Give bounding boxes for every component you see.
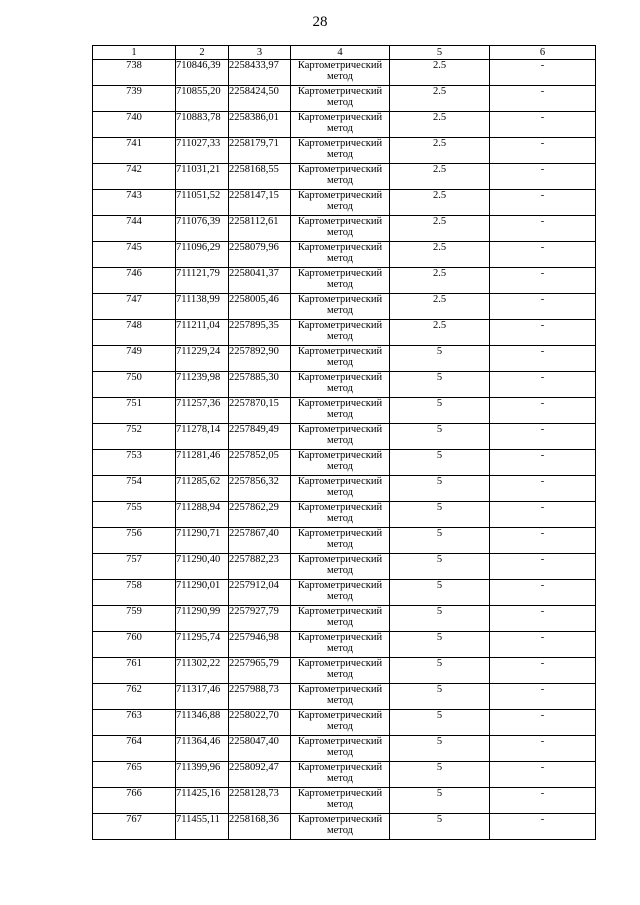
y-coordinate-cell: 2258092,47 <box>229 762 291 788</box>
method-cell <box>291 632 390 658</box>
x-coordinate-cell: 710883,78 <box>176 112 229 138</box>
point-number-cell: 745 <box>93 242 176 268</box>
description-cell: - <box>490 346 596 372</box>
accuracy-cell: 5 <box>390 762 490 788</box>
method-line-1: Картометрический <box>297 320 383 331</box>
method-cell <box>291 736 390 762</box>
method-line-1: Картометрический <box>297 502 383 513</box>
method-cell <box>291 528 390 554</box>
method-cell <box>291 112 390 138</box>
accuracy-cell: 2.5 <box>390 294 490 320</box>
x-coordinate-cell: 711076,39 <box>176 216 229 242</box>
x-coordinate-cell: 711455,11 <box>176 814 229 840</box>
header-col-2: 2 <box>176 46 229 60</box>
description-cell: - <box>490 86 596 112</box>
table-body <box>93 60 596 840</box>
description-cell: - <box>490 684 596 710</box>
method-line-1: Картометрический <box>297 372 383 383</box>
method-line-1: Картометрический <box>297 424 383 435</box>
method-line-2: метод <box>326 279 354 290</box>
method-line-2: метод <box>326 487 354 498</box>
accuracy-cell: 2.5 <box>390 242 490 268</box>
method-line-1: Картометрический <box>297 346 383 357</box>
point-number-cell: 751 <box>93 398 176 424</box>
method-cell <box>291 398 390 424</box>
method-line-2: метод <box>326 331 354 342</box>
x-coordinate-cell: 711138,99 <box>176 294 229 320</box>
table-row <box>93 450 596 476</box>
description-cell: - <box>490 450 596 476</box>
point-number-cell: 759 <box>93 606 176 632</box>
point-number-cell: 760 <box>93 632 176 658</box>
table-row <box>93 580 596 606</box>
method-cell <box>291 86 390 112</box>
y-coordinate-cell: 2258179,71 <box>229 138 291 164</box>
accuracy-cell: 2.5 <box>390 60 490 86</box>
method-line-2: метод <box>326 643 354 654</box>
y-coordinate-cell: 2258424,50 <box>229 86 291 112</box>
description-cell: - <box>490 788 596 814</box>
point-number-cell: 749 <box>93 346 176 372</box>
description-cell: - <box>490 528 596 554</box>
method-cell <box>291 242 390 268</box>
method-cell <box>291 372 390 398</box>
point-number-cell: 746 <box>93 268 176 294</box>
table-row <box>93 762 596 788</box>
method-line-2: метод <box>326 695 354 706</box>
x-coordinate-cell: 711295,74 <box>176 632 229 658</box>
description-cell: - <box>490 736 596 762</box>
coordinates-table <box>92 45 596 840</box>
point-number-cell: 766 <box>93 788 176 814</box>
method-cell <box>291 788 390 814</box>
point-number-cell: 762 <box>93 684 176 710</box>
y-coordinate-cell: 2257927,79 <box>229 606 291 632</box>
method-line-1: Картометрический <box>297 684 383 695</box>
y-coordinate-cell: 2257856,32 <box>229 476 291 502</box>
point-number-cell: 739 <box>93 86 176 112</box>
point-number-cell: 757 <box>93 554 176 580</box>
x-coordinate-cell: 711211,04 <box>176 320 229 346</box>
method-cell <box>291 216 390 242</box>
accuracy-cell: 2.5 <box>390 112 490 138</box>
method-line-2: метод <box>326 409 354 420</box>
method-line-2: метод <box>326 773 354 784</box>
method-line-1: Картометрический <box>297 528 383 539</box>
method-cell <box>291 684 390 710</box>
accuracy-cell: 5 <box>390 450 490 476</box>
header-col-3: 3 <box>229 46 291 60</box>
point-number-cell: 755 <box>93 502 176 528</box>
point-number-cell: 764 <box>93 736 176 762</box>
method-line-2: метод <box>326 253 354 264</box>
method-cell <box>291 554 390 580</box>
point-number-cell: 765 <box>93 762 176 788</box>
x-coordinate-cell: 711302,22 <box>176 658 229 684</box>
method-cell <box>291 580 390 606</box>
x-coordinate-cell: 711281,46 <box>176 450 229 476</box>
table-row <box>93 112 596 138</box>
accuracy-cell: 5 <box>390 684 490 710</box>
point-number-cell: 741 <box>93 138 176 164</box>
table-row <box>93 242 596 268</box>
x-coordinate-cell: 711285,62 <box>176 476 229 502</box>
method-line-1: Картометрический <box>297 814 383 825</box>
x-coordinate-cell: 711096,29 <box>176 242 229 268</box>
accuracy-cell: 5 <box>390 710 490 736</box>
method-line-1: Картометрический <box>297 190 383 201</box>
method-cell <box>291 658 390 684</box>
point-number-cell: 742 <box>93 164 176 190</box>
y-coordinate-cell: 2257895,35 <box>229 320 291 346</box>
table-row <box>93 736 596 762</box>
description-cell: - <box>490 138 596 164</box>
accuracy-cell: 2.5 <box>390 190 490 216</box>
point-number-cell: 754 <box>93 476 176 502</box>
method-line-2: метод <box>326 461 354 472</box>
method-cell <box>291 710 390 736</box>
y-coordinate-cell: 2258112,61 <box>229 216 291 242</box>
point-number-cell: 761 <box>93 658 176 684</box>
accuracy-cell: 2.5 <box>390 216 490 242</box>
method-line-1: Картометрический <box>297 242 383 253</box>
description-cell: - <box>490 658 596 684</box>
x-coordinate-cell: 711317,46 <box>176 684 229 710</box>
x-coordinate-cell: 711257,36 <box>176 398 229 424</box>
method-line-1: Картометрический <box>297 554 383 565</box>
accuracy-cell: 5 <box>390 658 490 684</box>
accuracy-cell: 2.5 <box>390 138 490 164</box>
x-coordinate-cell: 711121,79 <box>176 268 229 294</box>
method-line-1: Картометрический <box>297 762 383 773</box>
method-line-2: метод <box>326 539 354 550</box>
accuracy-cell: 5 <box>390 398 490 424</box>
method-line-2: метод <box>326 617 354 628</box>
description-cell: - <box>490 580 596 606</box>
y-coordinate-cell: 2257965,79 <box>229 658 291 684</box>
description-cell: - <box>490 320 596 346</box>
method-line-1: Картометрический <box>297 216 383 227</box>
method-line-2: метод <box>326 669 354 680</box>
method-line-1: Картометрический <box>297 736 383 747</box>
method-cell <box>291 424 390 450</box>
table-row <box>93 658 596 684</box>
description-cell: - <box>490 242 596 268</box>
table-row <box>93 554 596 580</box>
method-line-1: Картометрический <box>297 112 383 123</box>
x-coordinate-cell: 711425,16 <box>176 788 229 814</box>
point-number-cell: 767 <box>93 814 176 840</box>
method-line-1: Картометрический <box>297 268 383 279</box>
description-cell: - <box>490 372 596 398</box>
x-coordinate-cell: 711346,88 <box>176 710 229 736</box>
method-line-2: метод <box>326 513 354 524</box>
accuracy-cell: 5 <box>390 788 490 814</box>
table-row <box>93 424 596 450</box>
method-line-1: Картометрический <box>297 476 383 487</box>
table-row <box>93 190 596 216</box>
method-cell <box>291 320 390 346</box>
method-cell <box>291 450 390 476</box>
x-coordinate-cell: 711031,21 <box>176 164 229 190</box>
method-cell <box>291 814 390 840</box>
method-line-1: Картометрический <box>297 606 383 617</box>
y-coordinate-cell: 2258147,15 <box>229 190 291 216</box>
method-line-2: метод <box>326 71 354 82</box>
x-coordinate-cell: 710855,20 <box>176 86 229 112</box>
x-coordinate-cell: 711027,33 <box>176 138 229 164</box>
method-line-2: метод <box>326 97 354 108</box>
accuracy-cell: 2.5 <box>390 320 490 346</box>
method-line-2: метод <box>326 305 354 316</box>
method-cell <box>291 268 390 294</box>
method-line-1: Картометрический <box>297 710 383 721</box>
x-coordinate-cell: 711051,52 <box>176 190 229 216</box>
accuracy-cell: 5 <box>390 606 490 632</box>
accuracy-cell: 5 <box>390 502 490 528</box>
y-coordinate-cell: 2258168,55 <box>229 164 291 190</box>
x-coordinate-cell: 711290,99 <box>176 606 229 632</box>
method-line-1: Картометрический <box>297 398 383 409</box>
y-coordinate-cell: 2258041,37 <box>229 268 291 294</box>
method-line-1: Картометрический <box>297 632 383 643</box>
table-row <box>93 398 596 424</box>
y-coordinate-cell: 2258005,46 <box>229 294 291 320</box>
table-row <box>93 138 596 164</box>
y-coordinate-cell: 2257892,90 <box>229 346 291 372</box>
point-number-cell: 763 <box>93 710 176 736</box>
y-coordinate-cell: 2257862,29 <box>229 502 291 528</box>
accuracy-cell: 5 <box>390 814 490 840</box>
method-line-2: метод <box>326 227 354 238</box>
table-row <box>93 372 596 398</box>
y-coordinate-cell: 2257885,30 <box>229 372 291 398</box>
x-coordinate-cell: 711290,01 <box>176 580 229 606</box>
table-row <box>93 294 596 320</box>
y-coordinate-cell: 2257988,73 <box>229 684 291 710</box>
description-cell: - <box>490 762 596 788</box>
x-coordinate-cell: 711290,40 <box>176 554 229 580</box>
point-number-cell: 740 <box>93 112 176 138</box>
description-cell: - <box>490 814 596 840</box>
point-number-cell: 750 <box>93 372 176 398</box>
y-coordinate-cell: 2257946,98 <box>229 632 291 658</box>
y-coordinate-cell: 2257867,40 <box>229 528 291 554</box>
description-cell: - <box>490 502 596 528</box>
accuracy-cell: 5 <box>390 554 490 580</box>
method-line-1: Картометрический <box>297 294 383 305</box>
table-row <box>93 632 596 658</box>
x-coordinate-cell: 711288,94 <box>176 502 229 528</box>
table-row <box>93 476 596 502</box>
description-cell: - <box>490 424 596 450</box>
method-cell <box>291 346 390 372</box>
description-cell: - <box>490 190 596 216</box>
method-cell <box>291 476 390 502</box>
description-cell: - <box>490 60 596 86</box>
description-cell: - <box>490 268 596 294</box>
description-cell: - <box>490 294 596 320</box>
table-row <box>93 164 596 190</box>
point-number-cell: 748 <box>93 320 176 346</box>
y-coordinate-cell: 2258433,97 <box>229 60 291 86</box>
table-row <box>93 320 596 346</box>
method-line-1: Картометрический <box>297 138 383 149</box>
x-coordinate-cell: 711229,24 <box>176 346 229 372</box>
y-coordinate-cell: 2258128,73 <box>229 788 291 814</box>
x-coordinate-cell: 711364,46 <box>176 736 229 762</box>
method-cell <box>291 190 390 216</box>
method-line-2: метод <box>326 357 354 368</box>
accuracy-cell: 5 <box>390 580 490 606</box>
description-cell: - <box>490 112 596 138</box>
description-cell: - <box>490 632 596 658</box>
table-row <box>93 502 596 528</box>
table-row <box>93 684 596 710</box>
description-cell: - <box>490 398 596 424</box>
method-line-1: Картометрический <box>297 86 383 97</box>
table-row <box>93 346 596 372</box>
y-coordinate-cell: 2258386,01 <box>229 112 291 138</box>
method-line-1: Картометрический <box>297 450 383 461</box>
table-row <box>93 606 596 632</box>
header-col-1: 1 <box>93 46 176 60</box>
accuracy-cell: 5 <box>390 632 490 658</box>
method-line-2: метод <box>326 747 354 758</box>
method-line-2: метод <box>326 201 354 212</box>
point-number-cell: 743 <box>93 190 176 216</box>
x-coordinate-cell: 711278,14 <box>176 424 229 450</box>
table-row <box>93 86 596 112</box>
method-line-1: Картометрический <box>297 580 383 591</box>
y-coordinate-cell: 2257870,15 <box>229 398 291 424</box>
accuracy-cell: 2.5 <box>390 86 490 112</box>
point-number-cell: 744 <box>93 216 176 242</box>
accuracy-cell: 5 <box>390 372 490 398</box>
header-row <box>93 46 596 60</box>
x-coordinate-cell: 711290,71 <box>176 528 229 554</box>
accuracy-cell: 5 <box>390 346 490 372</box>
table-row <box>93 60 596 86</box>
accuracy-cell: 5 <box>390 424 490 450</box>
method-cell <box>291 502 390 528</box>
method-cell <box>291 606 390 632</box>
header-col-5: 5 <box>390 46 490 60</box>
method-line-1: Картометрический <box>297 658 383 669</box>
x-coordinate-cell: 710846,39 <box>176 60 229 86</box>
description-cell: - <box>490 216 596 242</box>
method-line-1: Картометрический <box>297 164 383 175</box>
page-number: 28 <box>312 14 328 30</box>
y-coordinate-cell: 2257912,04 <box>229 580 291 606</box>
method-line-2: метод <box>326 149 354 160</box>
description-cell: - <box>490 476 596 502</box>
description-cell: - <box>490 710 596 736</box>
y-coordinate-cell: 2258079,96 <box>229 242 291 268</box>
y-coordinate-cell: 2257852,05 <box>229 450 291 476</box>
header-col-6: 6 <box>490 46 596 60</box>
description-cell: - <box>490 554 596 580</box>
table-row <box>93 814 596 840</box>
method-line-2: метод <box>326 825 354 836</box>
header-col-4: 4 <box>291 46 390 60</box>
x-coordinate-cell: 711239,98 <box>176 372 229 398</box>
description-cell: - <box>490 606 596 632</box>
description-cell: - <box>490 164 596 190</box>
method-line-1: Картометрический <box>297 60 383 71</box>
table-row <box>93 710 596 736</box>
method-line-2: метод <box>326 721 354 732</box>
y-coordinate-cell: 2258168,36 <box>229 814 291 840</box>
point-number-cell: 756 <box>93 528 176 554</box>
method-cell <box>291 60 390 86</box>
method-line-2: метод <box>326 175 354 186</box>
point-number-cell: 753 <box>93 450 176 476</box>
point-number-cell: 738 <box>93 60 176 86</box>
table-row <box>93 528 596 554</box>
method-line-2: метод <box>326 799 354 810</box>
y-coordinate-cell: 2258022,70 <box>229 710 291 736</box>
y-coordinate-cell: 2257849,49 <box>229 424 291 450</box>
table-row <box>93 268 596 294</box>
accuracy-cell: 2.5 <box>390 268 490 294</box>
y-coordinate-cell: 2257882,23 <box>229 554 291 580</box>
table-row <box>93 788 596 814</box>
method-line-2: метод <box>326 435 354 446</box>
accuracy-cell: 2.5 <box>390 164 490 190</box>
method-cell <box>291 164 390 190</box>
accuracy-cell: 5 <box>390 528 490 554</box>
method-cell <box>291 138 390 164</box>
method-line-2: метод <box>326 565 354 576</box>
table-row <box>93 216 596 242</box>
method-line-2: метод <box>326 591 354 602</box>
table-header <box>93 46 596 60</box>
method-line-1: Картометрический <box>297 788 383 799</box>
method-line-2: метод <box>326 123 354 134</box>
method-line-2: метод <box>326 383 354 394</box>
x-coordinate-cell: 711399,96 <box>176 762 229 788</box>
method-cell <box>291 294 390 320</box>
point-number-cell: 752 <box>93 424 176 450</box>
point-number-cell: 747 <box>93 294 176 320</box>
method-cell <box>291 762 390 788</box>
accuracy-cell: 5 <box>390 736 490 762</box>
point-number-cell: 758 <box>93 580 176 606</box>
accuracy-cell: 5 <box>390 476 490 502</box>
y-coordinate-cell: 2258047,40 <box>229 736 291 762</box>
